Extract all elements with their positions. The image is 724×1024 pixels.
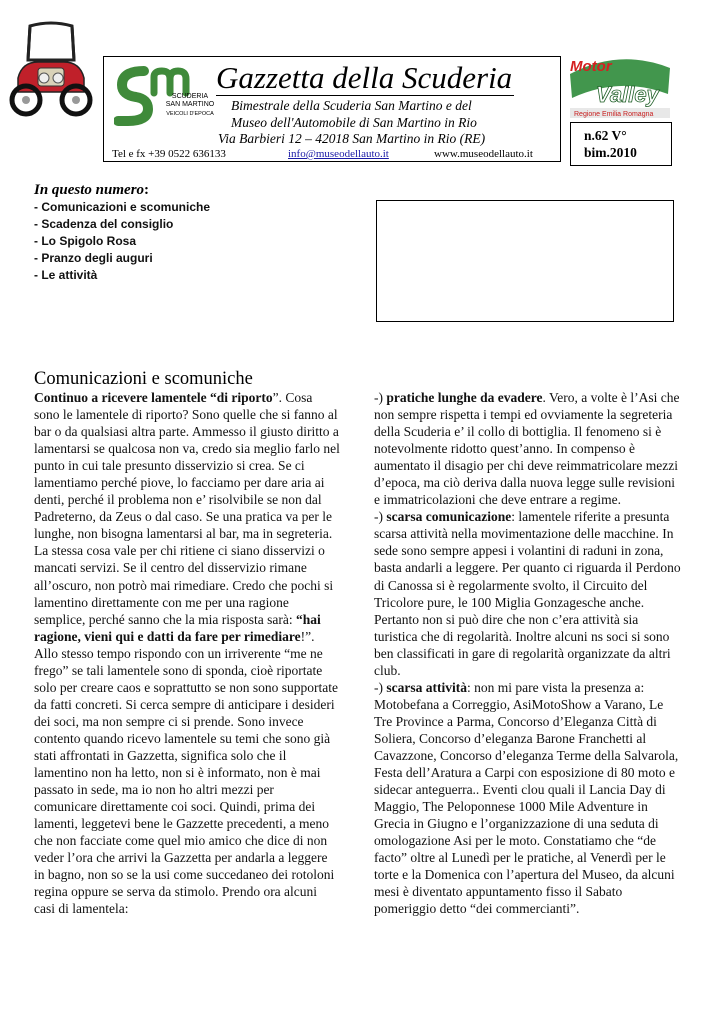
article-paragraph: Continuo a ricevere lamentele “di riporto”. Cosa sono le lamentele di riporto? Sono quelle che si fanno al bar o da qualsiasi altra parte. Ammesso il giusto diritto a lamentarsi se qualcosa non va, credo sia meglio farlo nel punto in cui tale presunto disservizio si crea. Se ci lamentiamo perché piove, lo facciamo per dare aria ai denti, perché il problema non e’ risolvibile se non dal Padreterno, da Zeus o dal caso. Se una pratica va per le lunghe, non bisogna lamentarsi al bar, ma in segreteria. La stessa cosa vale per chi ritiene ci siano disservizi o mancati servizi. Se il centro del disservizio rimane all’oscuro, non potrò mai rimediare. Credo che pochi si lamentino direttamente con me per una ragione semplice, perché sanno che la mia risposta sarà: “hai ragione, vieni qui e datti da fare per rimediare!”. Allo stesso tempo rispondo con un irriverente “me ne frego” se tali lamentele sono di sponda, cioè riportate solo per creare caos e soprattutto se non sono supportate da fatti concreti. Si cerca sempre di anticipare i desideri dei soci, ma non sempre ci si prende. Sono invece contento quando ricevo lamentele su temi che sono già stati affrontati in Gazzetta, significa solo che il lamentino non ha letto, non si è informato, non è mai passato in sede, ma io non ho altri mezzi per comunicare direttamente coi soci. Quindi, prima dei lamenti, leggetevi bene le Gazzette precedenti, a meno che non facciate come quel mio amico che dice di non veder l’ora che arrivi la Gazzetta per andarla a leggere in bagno, non so se la usi come succedaneo dei rotoloni regina oppure se serva da stimolo. Prendo ora alcuni casi di lamentela: xyxy=(34,390,340,917)
motor-word: Motor xyxy=(570,58,612,75)
issue-number: n.62 V° xyxy=(584,128,627,143)
issue-period: bim.2010 xyxy=(584,145,637,160)
complaint-item-communication: -) scarsa comunicazione: lamentele riferite a presunta scarsa attività nella movimentazione delle macchine. In sede sono sempre appesi i volantini di raduni in zona, basta andarli a leggere. Per quanto ci riguarda il Perdono di Canossa si è regolarmente svolto, il Circuito del Tricolore pure, le 100 Miglia Gonzagesche anche. Pertanto non si può dire che non c’era attività sia turistica che di regolarità. Inoltre alcuni ns soci si sono ben classificati in gare di regolarità organizzate da altri club. xyxy=(374,509,681,678)
valley-word: Valley xyxy=(596,82,659,107)
toc-item: - Pranzo degli auguri xyxy=(34,251,153,265)
scuderia-sm-logo xyxy=(114,65,215,127)
toc-heading: In questo numero: xyxy=(34,182,150,198)
article-column-left xyxy=(34,389,340,917)
email-link[interactable]: info@museodellauto.it xyxy=(288,148,389,160)
toc-item: - Scadenza del consiglio xyxy=(34,217,174,231)
website[interactable]: www.museodellauto.it xyxy=(434,148,533,160)
address: Via Barbieri 12 – 42018 San Martino in Rio (RE) xyxy=(218,131,486,146)
region-text: Regione Emilia Romagna xyxy=(574,111,654,118)
logo-line-1: SCUDERIA xyxy=(171,93,209,100)
subtitle-line-2: Museo dell'Automobile di San Martino in Rio xyxy=(231,115,477,130)
motor-valley-logo xyxy=(566,54,674,122)
subtitle-line-1: Bimestrale della Scuderia San Martino e del xyxy=(231,98,472,113)
newsletter-subtitle xyxy=(231,97,477,131)
toc-item: - Comunicazioni e scomuniche xyxy=(34,200,211,214)
toc-item: - Le attività xyxy=(34,268,98,282)
masthead xyxy=(103,56,561,162)
vintage-car-logo xyxy=(8,18,94,122)
complaint-item-practices: -) pratiche lunghe da evadere. Vero, a volte è l’Asi che non sempre rispetta i tempi ed ovviamente la segreteria della Scuderia e’ il collo di bottiglia. Il fenomeno si è notevolmente ridotto quest’anno. In compenso è aumentato il disagio per chi deve reimmatricolare mezzi d’epoca, ma ciò deriva dalla nuova legge sulle revisioni e immatricolazioni che deve entrare a regime. xyxy=(374,390,680,508)
logo-line-2: SAN MARTINO xyxy=(165,101,215,108)
newsletter-title: Gazzetta della Scuderia xyxy=(216,60,513,95)
article-column-right xyxy=(374,389,684,917)
image-placeholder-frame xyxy=(376,200,674,322)
toc-item: - Lo Spigolo Rosa xyxy=(34,234,136,248)
issue-number-box xyxy=(570,122,672,166)
table-of-contents xyxy=(34,181,334,284)
complaint-item-activity: -) scarsa attività: non mi pare vista la presenza a: Motobefana a Correggio, AsiMotoShow a Varano, Le Tre Province a Parma, Concorso d’Eleganza Città di Soliera, Concorso d’eleganza Barone Franchetti al Cavazzone, Concorso d’eleganza Terme della Salvarola, Festa dell’Aratura a Carpi con esposizione di 80 moto e sidecar anteguerra.. Eventi clou quali il Lancia Day di Maggio, The Peloponnese 1000 Mile Adventure in Grecia in Giugno e l’organizzazione di una seduta di omologazione Asi per le moto. Constatiamo che “de facto” oltre al Lunedì per le pratiche, al Venerdì per le torte e la Domenica con l’apertura del Museo, da alcuni mesi è diventato appuntamento fisso il Sabato pomeriggio detto “dei commercianti”. xyxy=(374,679,679,917)
article-title: Comunicazioni e scomuniche xyxy=(34,369,253,389)
telephone: Tel e fx +39 0522 636133 xyxy=(112,148,226,160)
logo-line-3: VEICOLI D'EPOCA xyxy=(166,111,214,117)
